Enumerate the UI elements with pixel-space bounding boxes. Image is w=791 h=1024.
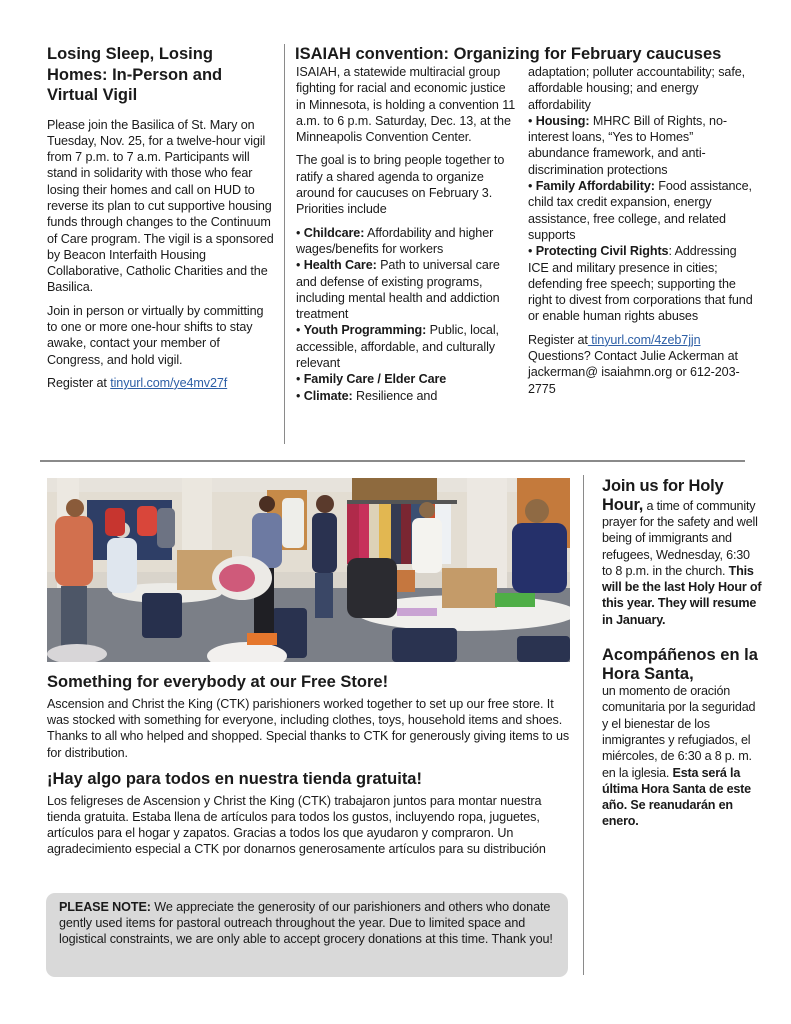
isaiah-register-link[interactable]: tinyurl.com/4zeb7jjn [587,332,701,347]
holy-hour-title-es: Acompáñenos en la Hora Santa, [602,646,758,683]
holy-hour-en [602,477,762,628]
note-label: PLEASE NOTE: [59,900,151,914]
vigil-register-link[interactable]: tinyurl.com/ye4mv27f [110,375,228,390]
isaiah-title: ISAIAH convention: Organizing for February caucuses [295,45,722,63]
free-store-title-es: ¡Hay algo para todos en nuestra tienda gratuita! [47,769,422,788]
holy-hour-title-en: Join us for Holy Hour, [602,477,724,514]
note-text: We appreciate the generosity of our parishioners and others who donate gently used items for pastoral outreach throughout the year. Due to limited space and logistical constraints, we are only able to accept grocery donations at this time. Thank you! [59,900,553,947]
please-note-box [46,893,568,977]
vigil-register [47,375,275,391]
holy-hour-bold-es: Esta será la última Hora Santa de este año. Se reanudarán en enero. [602,765,751,829]
isaiah-priorities [296,225,518,404]
isaiah-intro: ISAIAH, a statewide multiracial group fighting for racial and economic justice in Minnesota, is holding a convention 11 a.m. to 6 p.m. Saturday, Dec. 13, at the Minneapolis Convention Center. [296,65,516,145]
vigil-register-prefix: Register at [47,375,111,390]
vigil-paragraph-1: Please join the Basilica of St. Mary on Tuesday, Nov. 25, for a twelve-hour vigil from 7 p.m. to 7 a.m. Participants will stand in solidarity with those who fear losing their homes and call on HUD to reverse its plan to cut supportive housing funds through changes to the Continuum of Care program. The vigil is a sponsored by Beacon Interfaith Housing Collaborative, Catholic Charities and the Basilica. [47,117,274,295]
free-store-title-en: Something for everybody at our Free Store! [47,673,389,691]
isaiah-column-2 [528,64,753,397]
priority-item: • Protecting Civil Rights: Addressing ICE and military presence in cities; defending free speech; supporting the right to divest from corporations that fund or enable human rights abuses [528,244,753,324]
climate-continued: adaptation; polluter accountability; safe, affordable housing; and energy affordability [528,65,746,112]
isaiah-contact: Questions? Contact Julie Ackerman at jackerman@ isaiahmn.org or 612-203-2775 [528,349,740,396]
holy-hour-bold-en: This will be the last Holy Hour of this year. They will resume in January. [602,563,762,627]
column-divider [284,44,285,444]
holy-hour-sidebar [602,477,762,830]
isaiah-column-1 [296,64,518,404]
isaiah-goal: The goal is to bring people together to ratify a shared agenda to organize around for caucuses on February 3. Priorities include [296,153,505,217]
free-store-photo [47,478,570,662]
vigil-article [47,44,275,391]
vigil-title: Losing Sleep, Losing Homes: In-Person and Virtual Vigil [47,45,223,104]
sidebar-divider [583,475,584,975]
holy-hour-body-en: a time of community prayer for the safety and well being of immigrants and refugees, Wednesday, 6:30 to 8 p.m. in the church. [602,498,758,578]
priority-item: • Family Care / Elder Care [296,372,447,387]
holy-hour-es [602,646,762,830]
priority-item: • Childcare: Affordability and higher wages/benefits for workers [296,225,494,256]
priority-item: • Health Care: Path to universal care and defense of existing programs, including mental health and addiction treatment [296,258,500,322]
section-divider [40,460,745,462]
holy-hour-body-es: un momento de oración comunitaria por la seguridad y el bienestar de los inmigrantes y refugiados, el miércoles, de 6:30 a 8 p. m. en la iglesia. [602,684,756,780]
priority-item: • Climate: Resilience and [296,388,438,403]
priority-item: • Housing: MHRC Bill of Rights, no-interest loans, “Yes to Homes” abundance framework, and anti-discrimination protections [528,113,727,177]
isaiah-register: Register at tinyurl.com/4zeb7jjn [528,332,701,347]
free-store-body-en: Ascension and Christ the King (CTK) parishioners worked together to set up our free store. It was stocked with something for everyone, including clothes, toys, household items and shoes. Thanks to all who helped and shopped. Special thanks to CTK for generously giving items to us for distribution. [47,697,570,760]
free-store-body-es: Los feligreses de Ascension y Christ the King (CTK) trabajaron juntos para montar nuestra tienda gratuita. Estaba llena de artículos para todos los gustos, incluyendo ropa, juguetes, artículos para el hogar y zapatos. Gracias a todos los que ayudaron y compraron. Un agradecimiento especial a CTK por donarnos generosamente artículos para su distribución [47,793,546,857]
priority-item: • Family Affordability: Food assistance, child tax credit expansion, energy assistance, free college, and related supports [528,179,752,242]
priority-item: • Youth Programming: Public, local, accessible, affordable, and culturally relevant [296,323,499,371]
free-store-article [47,672,577,858]
vigil-paragraph-2: Join in person or virtually by committing to one or more one-hour shifts to stay awake, contact your member of Congress, and hold vigil. [47,303,264,367]
